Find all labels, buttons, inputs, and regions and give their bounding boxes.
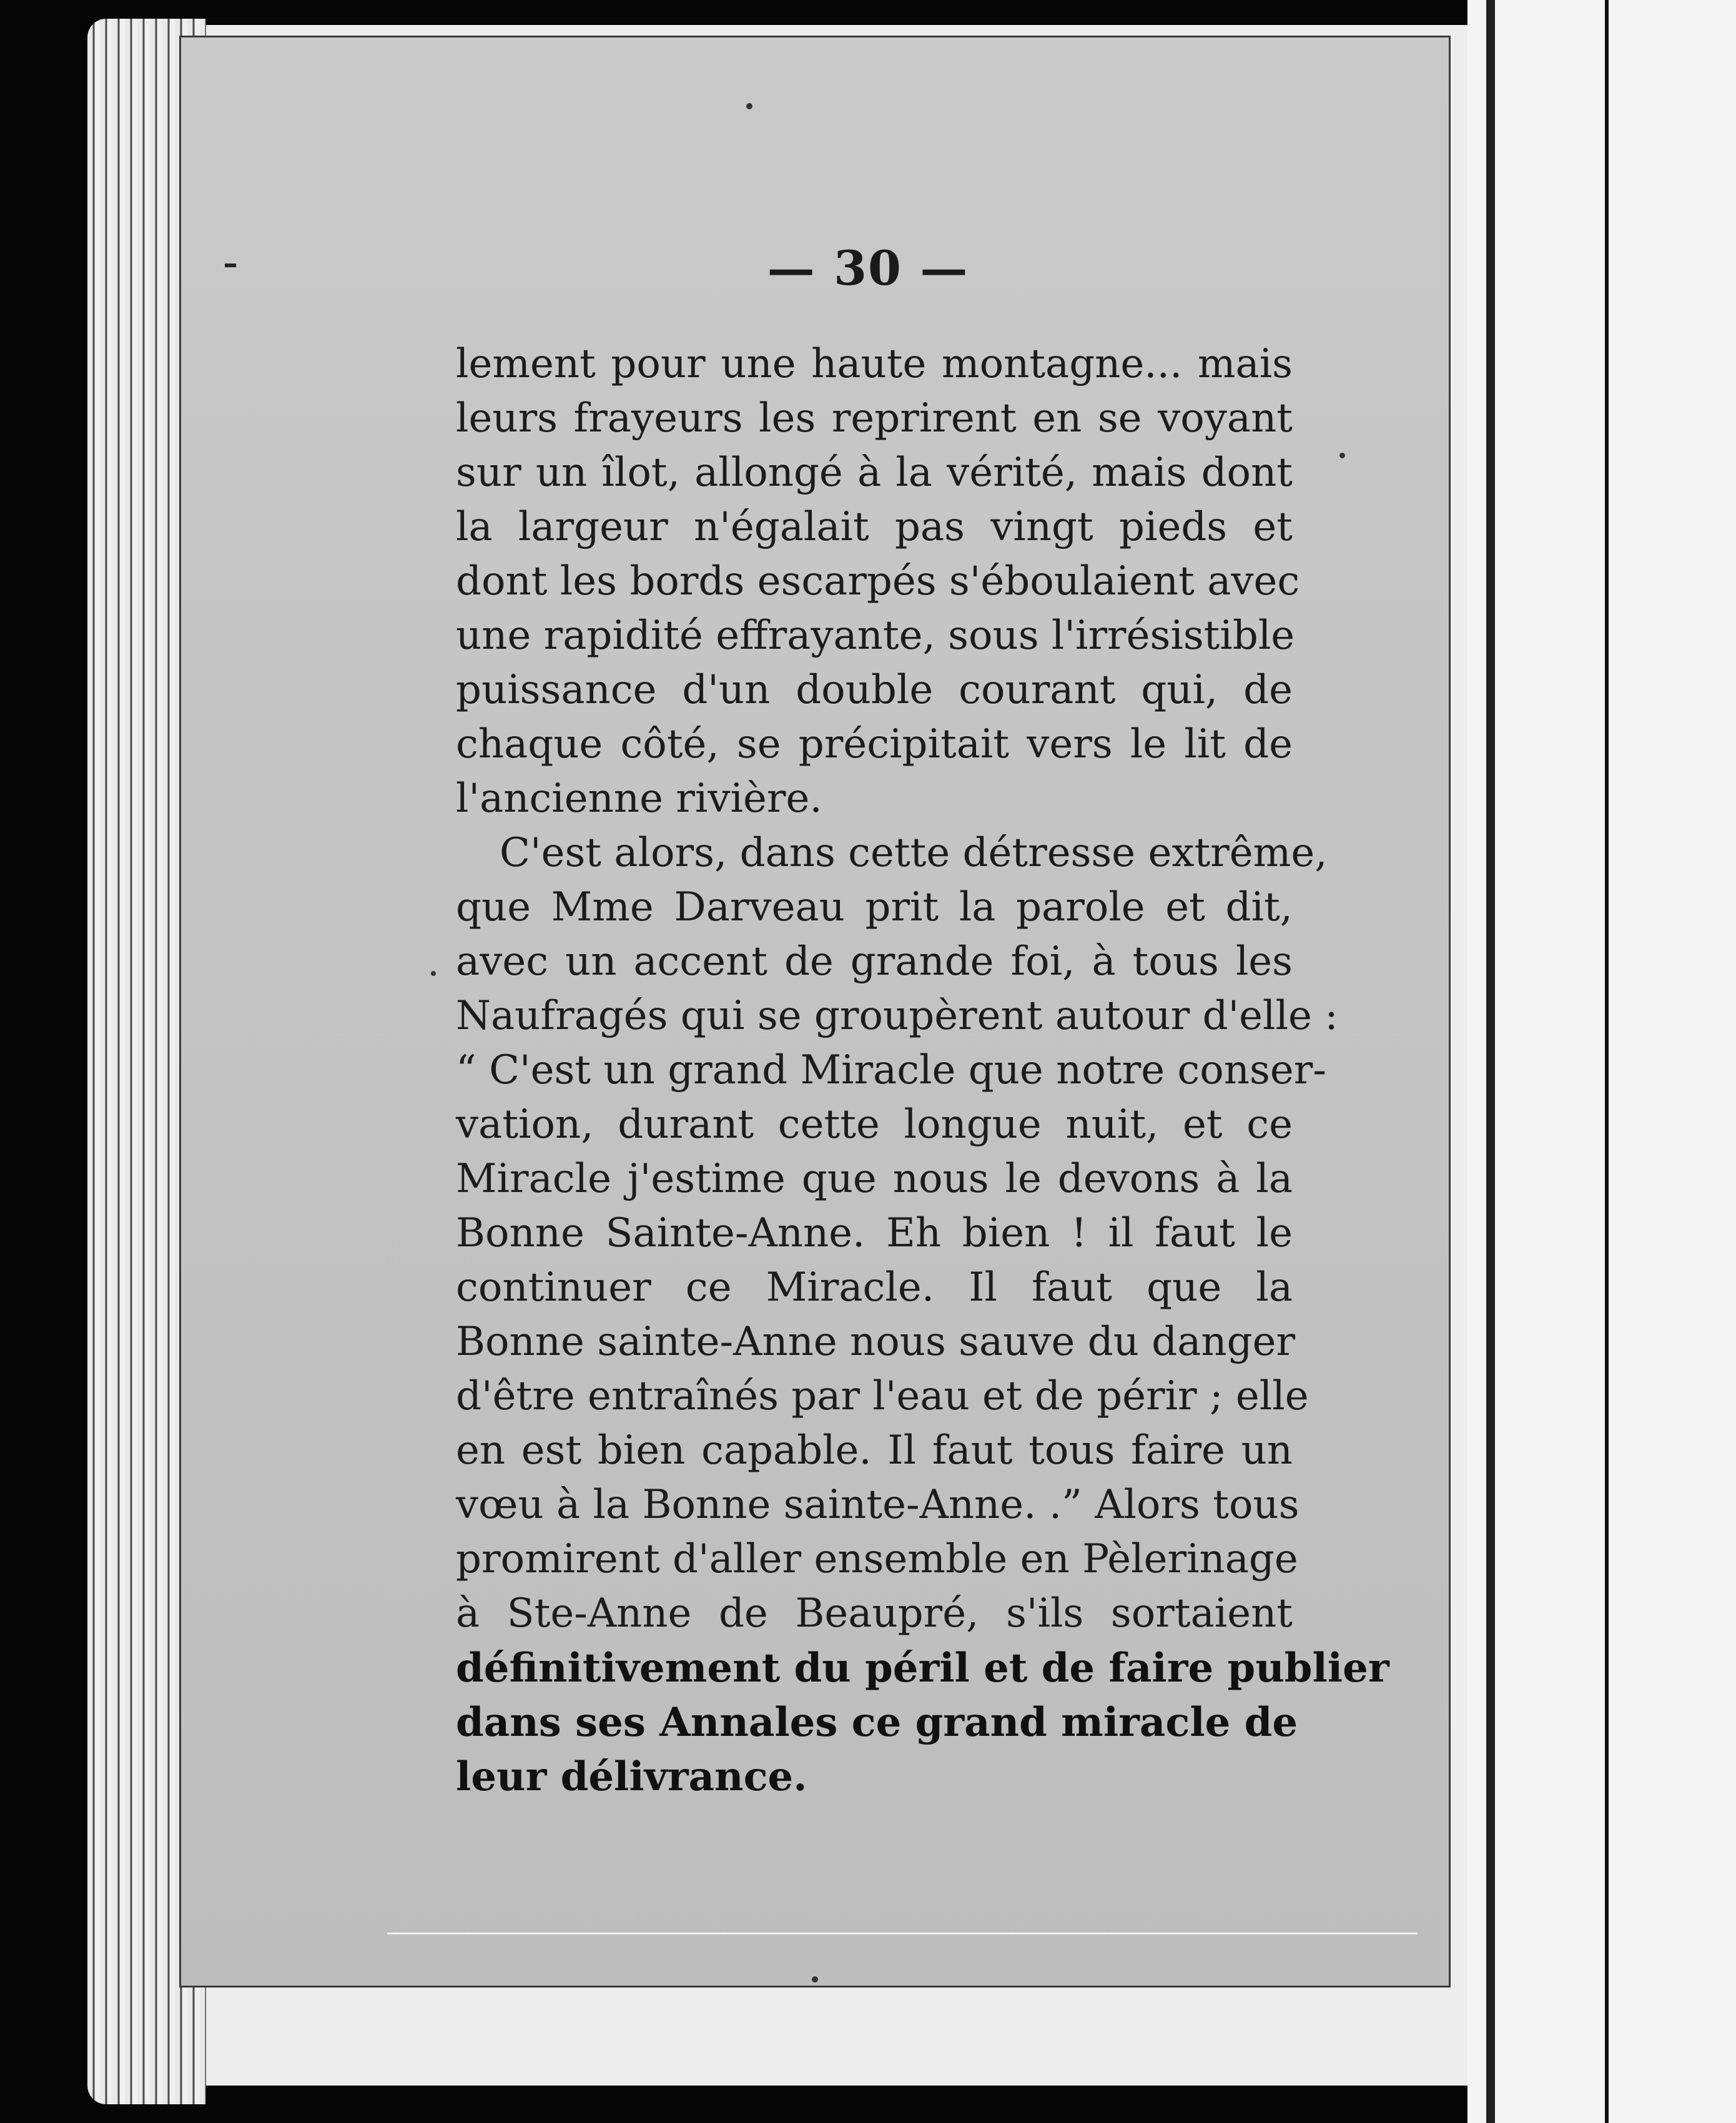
text-line: Naufragés qui se groupèrent autour d'elle : [456,993,1338,1039]
text-line: chaque côté, se précipitait vers le lit de [456,721,1293,767]
scan-speck [431,971,436,976]
text-line: leur délivrance. [456,1753,807,1800]
text-line: d'être entraînés par l'eau et de périr ; elle [456,1373,1309,1419]
text-line: “ C'est un grand Miracle que notre conser- [456,1047,1326,1093]
text-line: vœu à la Bonne sainte-Anne. .” Alors tous [456,1482,1300,1528]
text-line: à Ste-Anne de Beaupré, s'ils sortaient [456,1590,1293,1637]
page-gutter-shadow [1486,0,1495,2123]
body-text [456,337,1389,1804]
text-line: lement pour une haute montagne... mais [456,341,1293,387]
page-number: — 30 — [767,240,969,296]
text-line: Bonne sainte-Anne nous sauve du danger [456,1319,1296,1365]
scan-speck [812,1976,818,1983]
facing-page-rule [1605,0,1609,2123]
text-line: définitivement du péril et de faire publier [456,1645,1389,1692]
facing-page-strip [1467,0,1736,2123]
text-line: continuer ce Miracle. Il faut que la [456,1264,1293,1311]
text-line: que Mme Darveau prit la parole et dit, [456,884,1293,930]
scan-artifact-rule [387,1933,1418,1934]
text-line: Miracle j'estime que nous le devons à la [456,1156,1293,1202]
text-line: vation, durant cette longue nuit, et ce [456,1101,1293,1148]
text-line: avec un accent de grande foi, à tous les [456,938,1293,985]
text-line: puissance d'un double courant qui, de [456,667,1293,713]
text-line: C'est alors, dans cette détresse extrême, [500,830,1328,876]
text-line: une rapidité effrayante, sous l'irrésistible [456,613,1295,659]
text-line: sur un îlot, allongé à la vérité, mais dont [456,450,1293,496]
text-line: promirent d'aller ensemble en Pèlerinage [456,1536,1298,1582]
text-line: la largeur n'égalait pas vingt pieds et [456,504,1293,550]
text-line: dans ses Annales ce grand miracle de [456,1699,1298,1746]
text-line: leurs frayeurs les reprirent en se voyant [456,395,1293,441]
text-line: Bonne Sainte-Anne. Eh bien ! il faut le [456,1210,1293,1256]
scan-speck [746,103,752,109]
text-line: dont les bords escarpés s'éboulaient avec [456,558,1300,604]
text-line: l'ancienne rivière. [456,776,822,822]
scan-speck [1339,453,1345,458]
text-line: en est bien capable. Il faut tous faire un [456,1427,1293,1474]
